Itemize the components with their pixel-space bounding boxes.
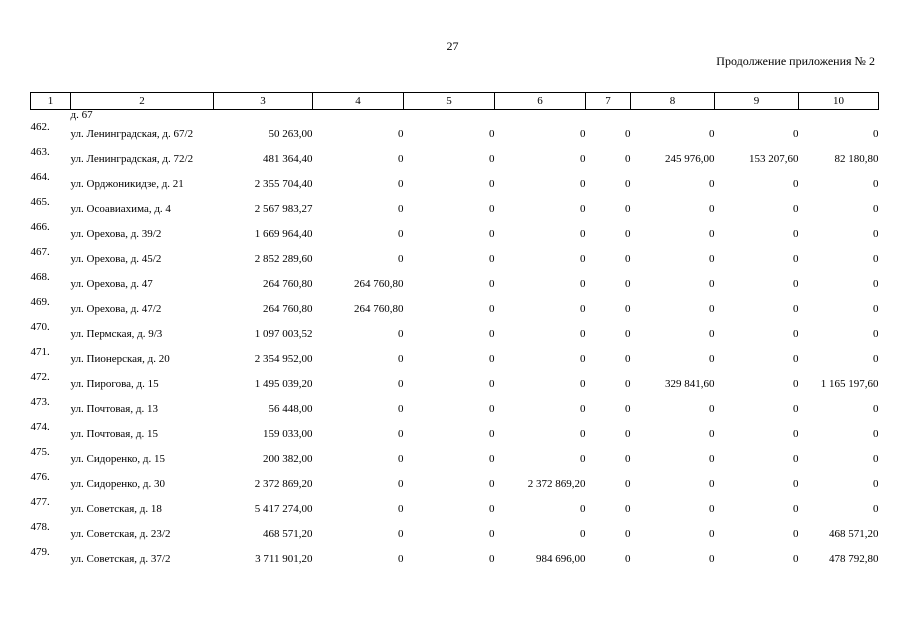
value-cell: 0: [793, 502, 799, 515]
value-cell: 0: [709, 177, 715, 190]
value-cell: 3 711 901,20: [255, 552, 313, 565]
address-cell: ул. Советская, д. 18: [70, 502, 162, 515]
table-row: [31, 321, 879, 346]
value-cell: 0: [489, 452, 495, 465]
value-cell: 0: [709, 402, 715, 415]
value-cell: 0: [625, 327, 631, 340]
value-cell: 2 372 869,20: [254, 477, 313, 490]
value-cell: 0: [873, 477, 879, 490]
value-cell: 481 364,40: [263, 152, 313, 165]
row-number: 463.: [30, 146, 50, 158]
value-cell: 0: [489, 227, 495, 240]
value-cell: 0: [489, 327, 495, 340]
value-cell: 0: [489, 527, 495, 540]
table-row: [31, 346, 879, 371]
value-cell: 0: [625, 502, 631, 515]
column-header: 1: [31, 93, 71, 110]
table-row-carryover: [31, 110, 879, 122]
row-number: 471.: [30, 346, 50, 358]
value-cell: 0: [398, 427, 404, 440]
value-cell: 0: [580, 127, 586, 140]
page-number: 27: [446, 39, 459, 53]
value-cell: 1 495 039,20: [254, 377, 313, 390]
value-cell: 0: [489, 477, 495, 490]
table-row: [31, 396, 879, 421]
address-cell: ул. Советская, д. 37/2: [70, 552, 171, 565]
table-row: [31, 446, 879, 471]
value-cell: 159 033,00: [263, 427, 313, 440]
value-cell: 0: [873, 127, 879, 140]
value-cell: 200 382,00: [263, 452, 313, 465]
value-cell: 0: [709, 127, 715, 140]
value-cell: 0: [709, 302, 715, 315]
value-cell: 0: [793, 202, 799, 215]
value-cell: 0: [873, 402, 879, 415]
address-cell: ул. Осоавиахима, д. 4: [70, 202, 171, 215]
value-cell: 0: [580, 452, 586, 465]
value-cell: 0: [580, 202, 586, 215]
value-cell: 0: [580, 252, 586, 265]
table-row: [31, 296, 879, 321]
value-cell: 0: [580, 277, 586, 290]
value-cell: 0: [793, 402, 799, 415]
value-cell: 0: [625, 427, 631, 440]
row-number: 464.: [30, 171, 50, 183]
value-cell: 0: [398, 502, 404, 515]
row-number: 466.: [30, 221, 50, 233]
table-row: [31, 146, 879, 171]
address-cell: ул. Почтовая, д. 13: [70, 402, 158, 415]
value-cell: 0: [398, 452, 404, 465]
value-cell: 0: [580, 402, 586, 415]
value-cell: 0: [709, 552, 715, 565]
empty-cell: [495, 110, 586, 122]
value-cell: 0: [793, 352, 799, 365]
table-row: [31, 421, 879, 446]
value-cell: 0: [709, 202, 715, 215]
value-cell: 0: [398, 552, 404, 565]
column-header: 3: [214, 93, 313, 110]
table-body: [31, 110, 879, 572]
column-header: 8: [631, 93, 715, 110]
value-cell: 0: [580, 327, 586, 340]
value-cell: 0: [580, 502, 586, 515]
value-cell: 0: [398, 252, 404, 265]
value-cell: 0: [489, 427, 495, 440]
value-cell: 0: [489, 402, 495, 415]
address-cell: ул. Орехова, д. 45/2: [70, 252, 162, 265]
row-number: 477.: [30, 496, 50, 508]
column-header: 2: [71, 93, 214, 110]
value-cell: 0: [398, 227, 404, 240]
value-cell: 0: [580, 227, 586, 240]
value-cell: 478 792,80: [829, 552, 879, 565]
value-cell: 0: [580, 527, 586, 540]
value-cell: 0: [398, 127, 404, 140]
table-row: [31, 121, 879, 146]
value-cell: 1 669 964,40: [254, 227, 313, 240]
empty-cell: [214, 110, 313, 122]
address-cell: д. 67: [70, 109, 93, 121]
continuation-caption: Продолжение приложения № 2: [716, 54, 875, 68]
address-cell: ул. Пионерская, д. 20: [70, 352, 170, 365]
value-cell: 50 263,00: [268, 127, 313, 140]
value-cell: 0: [709, 277, 715, 290]
table-row: [31, 521, 879, 546]
value-cell: 0: [398, 177, 404, 190]
value-cell: 0: [793, 127, 799, 140]
value-cell: 0: [793, 302, 799, 315]
value-cell: 0: [625, 452, 631, 465]
address-cell: ул. Пермская, д. 9/3: [70, 327, 163, 340]
table-row: [31, 371, 879, 396]
value-cell: 0: [625, 277, 631, 290]
value-cell: 0: [580, 177, 586, 190]
table-row: [31, 546, 879, 571]
value-cell: 0: [580, 352, 586, 365]
value-cell: 264 760,80: [354, 302, 404, 315]
address-cell: ул. Сидоренко, д. 15: [70, 452, 165, 465]
address-cell: ул. Пирогова, д. 15: [70, 377, 159, 390]
value-cell: 0: [793, 527, 799, 540]
value-cell: 0: [709, 452, 715, 465]
value-cell: 0: [793, 327, 799, 340]
address-cell: ул. Орехова, д. 47/2: [70, 302, 162, 315]
value-cell: 0: [489, 502, 495, 515]
value-cell: 0: [709, 427, 715, 440]
value-cell: 0: [873, 452, 879, 465]
value-cell: 0: [793, 277, 799, 290]
column-header: 4: [313, 93, 404, 110]
empty-cell: [586, 110, 631, 122]
value-cell: 0: [873, 177, 879, 190]
empty-cell: [799, 110, 879, 122]
value-cell: 0: [398, 152, 404, 165]
value-cell: 0: [489, 377, 495, 390]
row-number: 465.: [30, 196, 50, 208]
empty-cell: [631, 110, 715, 122]
value-cell: 468 571,20: [829, 527, 879, 540]
value-cell: 0: [625, 377, 631, 390]
value-cell: 0: [873, 302, 879, 315]
empty-cell: [404, 110, 495, 122]
value-cell: 0: [580, 152, 586, 165]
row-number: 472.: [30, 371, 50, 383]
table-row: [31, 471, 879, 496]
value-cell: 0: [873, 252, 879, 265]
value-cell: 0: [398, 352, 404, 365]
value-cell: 0: [709, 252, 715, 265]
value-cell: 0: [793, 427, 799, 440]
value-cell: 56 448,00: [268, 402, 313, 415]
value-cell: 0: [625, 402, 631, 415]
row-number: 473.: [30, 396, 50, 408]
table-row: [31, 246, 879, 271]
value-cell: 0: [709, 227, 715, 240]
column-header: 6: [495, 93, 586, 110]
value-cell: 0: [625, 227, 631, 240]
value-cell: 0: [793, 552, 799, 565]
value-cell: 264 760,80: [354, 277, 404, 290]
value-cell: 0: [489, 252, 495, 265]
value-cell: 0: [489, 202, 495, 215]
value-cell: 2 372 869,20: [527, 477, 586, 490]
empty-cell: [715, 110, 799, 122]
value-cell: 0: [625, 552, 631, 565]
address-cell: ул. Ленинградская, д. 72/2: [70, 152, 194, 165]
address-cell: ул. Сидоренко, д. 30: [70, 477, 165, 490]
value-cell: 0: [398, 527, 404, 540]
value-cell: 0: [873, 327, 879, 340]
value-cell: 0: [625, 302, 631, 315]
row-number: 468.: [30, 271, 50, 283]
value-cell: 264 760,80: [263, 277, 313, 290]
value-cell: 0: [793, 477, 799, 490]
row-number: 478.: [30, 521, 50, 533]
value-cell: 0: [398, 202, 404, 215]
empty-cell: [313, 110, 404, 122]
value-cell: 0: [793, 377, 799, 390]
value-cell: 0: [489, 127, 495, 140]
value-cell: 0: [625, 527, 631, 540]
value-cell: 0: [793, 177, 799, 190]
table-row: [31, 221, 879, 246]
empty-cell: [31, 110, 71, 122]
value-cell: 1 165 197,60: [820, 377, 879, 390]
value-cell: 0: [489, 177, 495, 190]
value-cell: 0: [580, 302, 586, 315]
value-cell: 329 841,60: [665, 377, 715, 390]
value-cell: 0: [709, 502, 715, 515]
table-row: [31, 496, 879, 521]
value-cell: 984 696,00: [536, 552, 586, 565]
value-cell: 0: [625, 152, 631, 165]
column-header: 10: [799, 93, 879, 110]
address-cell: ул. Ленинградская, д. 67/2: [70, 127, 194, 140]
value-cell: 2 852 289,60: [254, 252, 313, 265]
address-cell: ул. Орджоникидзе, д. 21: [70, 177, 184, 190]
value-cell: 0: [873, 427, 879, 440]
value-cell: 153 207,60: [749, 152, 799, 165]
address-cell: ул. Почтовая, д. 15: [70, 427, 158, 440]
value-cell: 0: [625, 252, 631, 265]
value-cell: 0: [709, 327, 715, 340]
value-cell: 2 567 983,27: [254, 202, 313, 215]
value-cell: 0: [625, 177, 631, 190]
value-cell: 2 354 952,00: [254, 352, 313, 365]
table-row: [31, 196, 879, 221]
value-cell: 0: [873, 502, 879, 515]
value-cell: 0: [489, 552, 495, 565]
value-cell: 0: [873, 352, 879, 365]
value-cell: 0: [398, 377, 404, 390]
value-cell: 0: [873, 277, 879, 290]
value-cell: 0: [489, 277, 495, 290]
value-cell: 245 976,00: [665, 152, 715, 165]
value-cell: 0: [625, 352, 631, 365]
row-number: 467.: [30, 246, 50, 258]
value-cell: 0: [398, 402, 404, 415]
value-cell: 0: [625, 477, 631, 490]
value-cell: 0: [625, 202, 631, 215]
value-cell: 0: [625, 127, 631, 140]
value-cell: 0: [398, 477, 404, 490]
table-row: [31, 171, 879, 196]
address-cell: ул. Орехова, д. 39/2: [70, 227, 162, 240]
value-cell: 468 571,20: [263, 527, 313, 540]
table-header: [31, 93, 879, 110]
value-cell: 0: [709, 352, 715, 365]
value-cell: 1 097 003,52: [254, 327, 313, 340]
value-cell: 5 417 274,00: [254, 502, 313, 515]
column-header: 5: [404, 93, 495, 110]
value-cell: 0: [580, 377, 586, 390]
value-cell: 0: [873, 227, 879, 240]
value-cell: 0: [793, 452, 799, 465]
data-table: [30, 92, 879, 571]
value-cell: 0: [580, 427, 586, 440]
column-header: 7: [586, 93, 631, 110]
table-row: [31, 271, 879, 296]
address-cell: ул. Советская, д. 23/2: [70, 527, 171, 540]
column-header: 9: [715, 93, 799, 110]
value-cell: 0: [398, 327, 404, 340]
row-number: 476.: [30, 471, 50, 483]
value-cell: 82 180,80: [834, 152, 879, 165]
address-cell: ул. Орехова, д. 47: [70, 277, 153, 290]
row-number: 475.: [30, 446, 50, 458]
value-cell: 0: [793, 252, 799, 265]
row-number: 470.: [30, 321, 50, 333]
value-cell: 0: [489, 352, 495, 365]
row-number: 474.: [30, 421, 50, 433]
value-cell: 0: [709, 527, 715, 540]
value-cell: 0: [793, 227, 799, 240]
value-cell: 2 355 704,40: [254, 177, 313, 190]
value-cell: 264 760,80: [263, 302, 313, 315]
row-number: 469.: [30, 296, 50, 308]
value-cell: 0: [489, 302, 495, 315]
row-number: 479.: [30, 546, 50, 558]
row-number: 462.: [30, 121, 50, 133]
value-cell: 0: [709, 477, 715, 490]
value-cell: 0: [873, 202, 879, 215]
value-cell: 0: [489, 152, 495, 165]
